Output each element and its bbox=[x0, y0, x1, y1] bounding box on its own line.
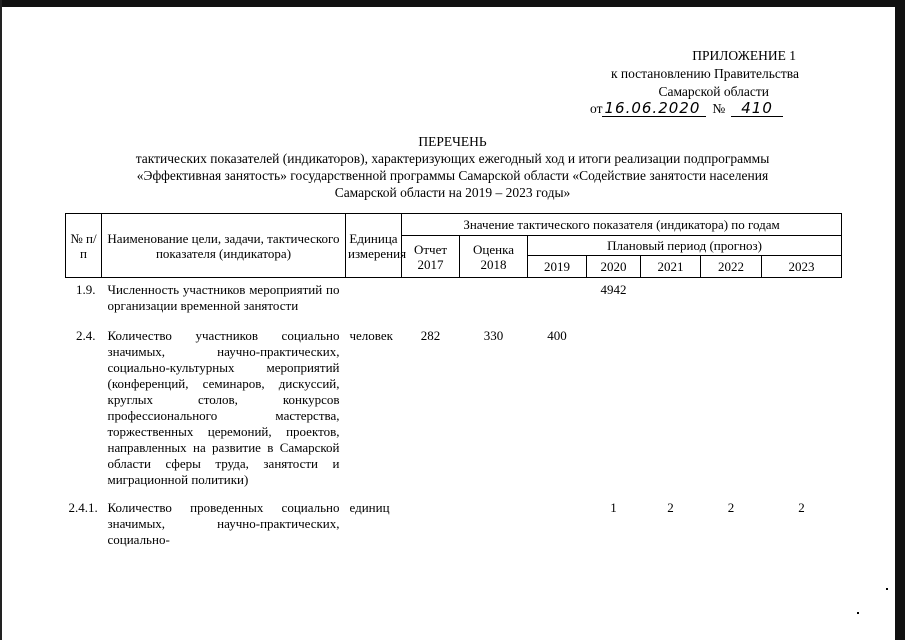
header-year-2022: 2022 bbox=[701, 256, 762, 278]
indicators-table bbox=[65, 213, 842, 548]
row-name: Количество проведенных социально значимых, научно-практических, социально- bbox=[107, 500, 340, 547]
value-2020: 1 bbox=[610, 500, 617, 515]
value-2017 bbox=[402, 278, 460, 329]
handwritten-number: 410 bbox=[731, 100, 783, 117]
value-2021 bbox=[641, 328, 701, 500]
header-unit: Единица измерения bbox=[346, 214, 402, 278]
value-2017 bbox=[402, 500, 460, 548]
value-2021: 2 bbox=[667, 500, 674, 515]
value-2019 bbox=[528, 278, 587, 329]
header-year-2023: 2023 bbox=[762, 256, 842, 278]
value-2018 bbox=[460, 278, 528, 329]
row-name: Количество участников социально значимых, научно-практических, социально-культурных мероприятий (конференций, семинаров, дискуссий, круглых столов, конкурсов профессионального мастерства, торжественных церемоний, проектов, направленных на развитие в Самарской области сферы труда, занятости и миграционной политики) bbox=[107, 328, 340, 487]
value-2018 bbox=[460, 500, 528, 548]
header-report-2017: Отчет 2017 bbox=[402, 236, 460, 278]
header-year-2020: 2020 bbox=[587, 256, 641, 278]
scan-speck bbox=[886, 588, 888, 590]
value-2022 bbox=[701, 328, 762, 500]
title-line-2: «Эффективная занятость» государственной программы Самарской области «Содействие занятости населения bbox=[136, 168, 769, 183]
row-unit bbox=[346, 278, 402, 329]
row-name: Численность участников мероприятий по организации временной занятости bbox=[107, 282, 340, 313]
appendix-label: ПРИЛОЖЕНИЕ 1 bbox=[692, 48, 796, 63]
row-number: 2.4.1. bbox=[68, 500, 98, 515]
date-prefix: от bbox=[590, 101, 603, 116]
row-unit: единиц bbox=[349, 500, 390, 515]
table-row bbox=[66, 500, 842, 548]
value-2023: 2 bbox=[798, 500, 805, 515]
value-2023 bbox=[762, 278, 842, 329]
table-row bbox=[66, 328, 842, 500]
table-row bbox=[66, 278, 842, 329]
value-2019: 400 bbox=[547, 328, 567, 343]
title-line-1: тактических показателей (индикаторов), характеризующих ежегодный ход и итоги реализации подпрограммы bbox=[135, 151, 770, 166]
header-no: № п/п bbox=[66, 214, 102, 278]
document-title: ПЕРЕЧЕНЬ bbox=[418, 134, 487, 149]
header-values: Значение тактического показателя (индикатора) по годам bbox=[402, 214, 842, 236]
header-year-2019: 2019 bbox=[528, 256, 587, 278]
number-prefix: № bbox=[712, 101, 726, 116]
value-2020: 4942 bbox=[600, 282, 627, 297]
resolution-line: к постановлению Правительства bbox=[610, 66, 799, 81]
row-unit: человек bbox=[349, 328, 393, 343]
value-2022 bbox=[701, 278, 762, 329]
value-2018: 330 bbox=[483, 328, 504, 343]
value-2020 bbox=[587, 328, 641, 500]
header-name: Наименование цели, задачи, тактического показателя (индикатора) bbox=[102, 214, 346, 278]
row-number: 2.4. bbox=[76, 328, 96, 343]
value-2021 bbox=[641, 278, 701, 329]
value-2023 bbox=[762, 328, 842, 500]
title-line-3: Самарской области на 2019 – 2023 годы» bbox=[334, 185, 571, 200]
row-number: 1.9. bbox=[76, 282, 96, 297]
value-2019 bbox=[528, 500, 587, 548]
value-2022: 2 bbox=[727, 500, 735, 515]
date-number-line bbox=[590, 100, 783, 117]
header-plan-period: Плановый период (прогноз) bbox=[528, 236, 842, 256]
region-line: Самарской области bbox=[658, 84, 769, 99]
header-estimate-2018: Оценка 2018 bbox=[460, 236, 528, 278]
handwritten-date: 16.06.2020 bbox=[602, 100, 706, 117]
value-2017: 282 bbox=[420, 328, 441, 343]
header-year-2021: 2021 bbox=[641, 256, 701, 278]
scan-speck bbox=[857, 612, 859, 614]
